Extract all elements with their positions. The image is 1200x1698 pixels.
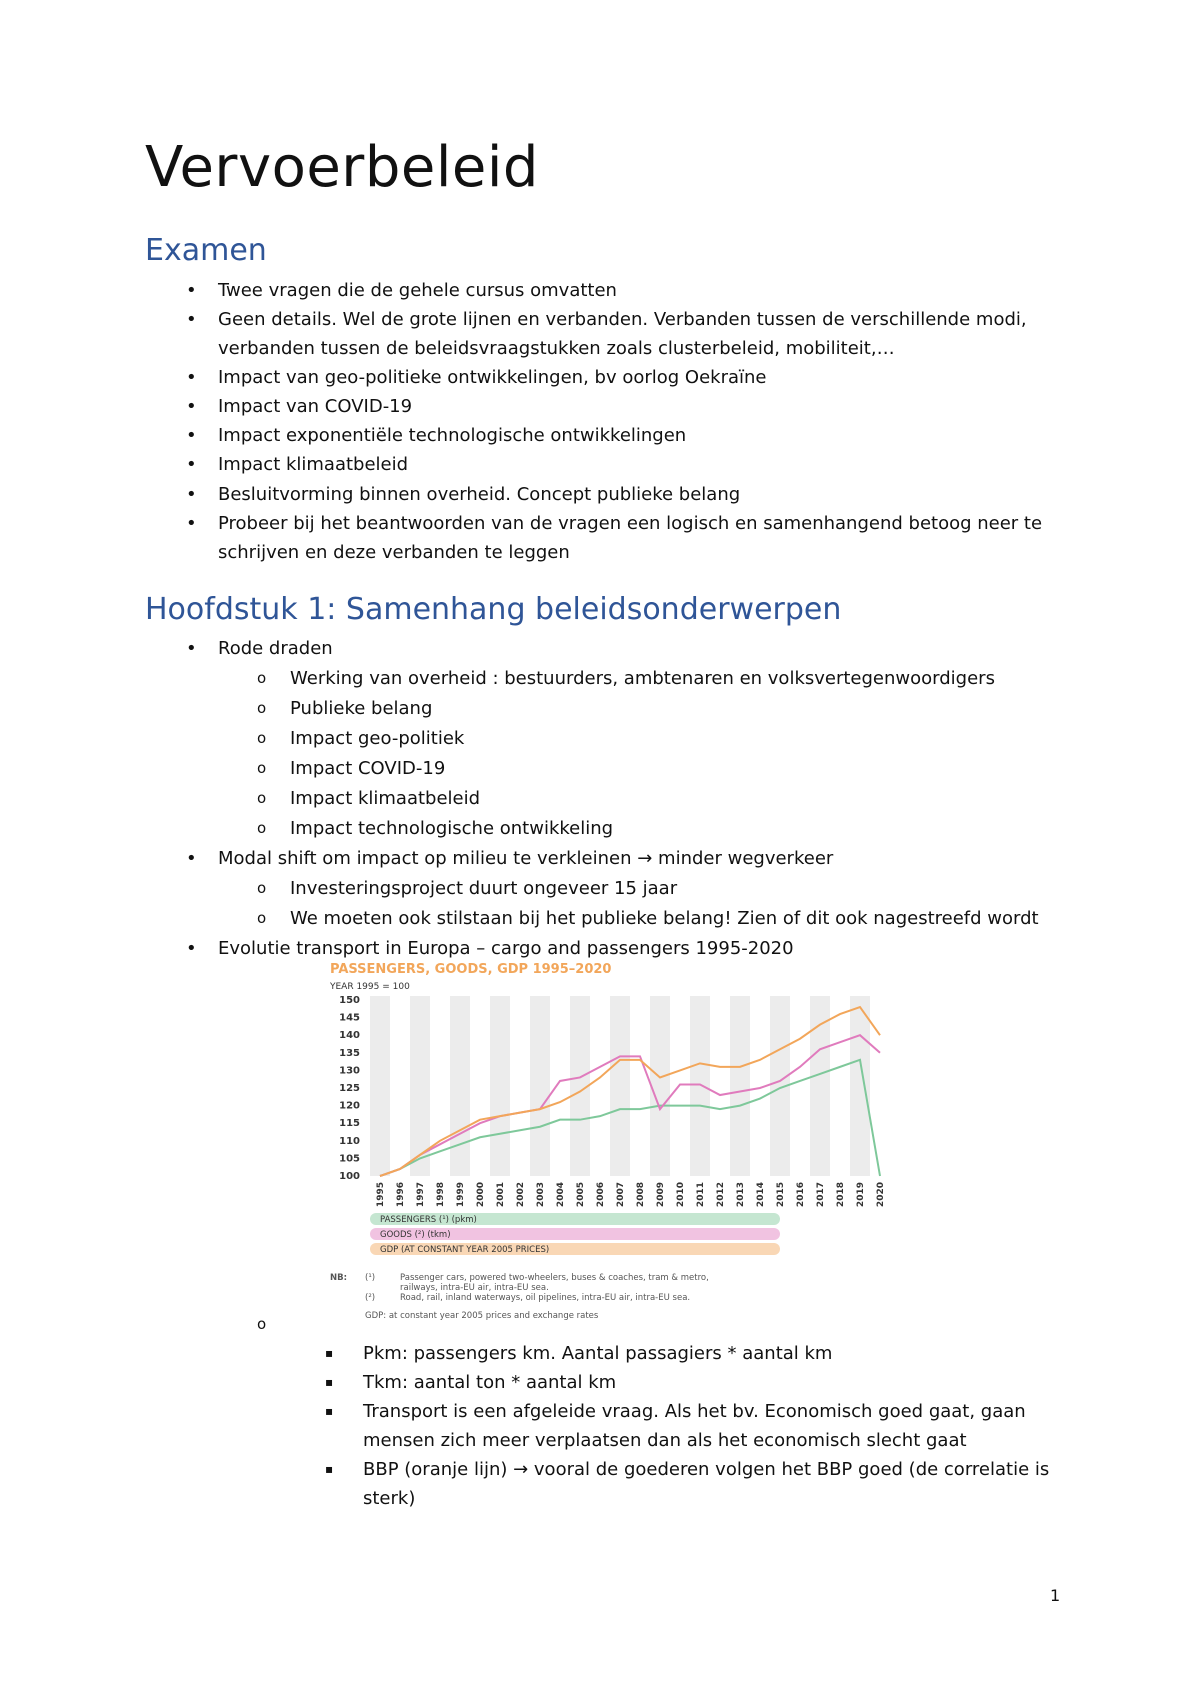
y-tick-label: 150 (339, 995, 360, 1006)
bullet: • (186, 367, 197, 388)
bullet: ▪ (325, 1375, 334, 1389)
year-band (730, 996, 750, 1176)
year-band (370, 996, 390, 1176)
y-tick-label: 135 (339, 1047, 360, 1059)
bullet: o (257, 669, 267, 687)
chart-x-axis (376, 1182, 886, 1207)
year-band (450, 996, 470, 1176)
y-tick-label: 130 (339, 1065, 360, 1077)
x-tick-label: 2003 (536, 1182, 546, 1208)
legend-label: PASSENGERS (¹) (pkm) (380, 1215, 477, 1225)
x-tick-label: 2006 (596, 1182, 606, 1208)
chart-title: PASSENGERS, GOODS, GDP 1995–2020 (330, 962, 612, 977)
bullet: • (186, 280, 197, 301)
notes-line: Passenger cars, powered two-wheelers, buses & coaches, tram & metro, (400, 1273, 709, 1283)
bullet: o (257, 1315, 267, 1333)
notes-line: Road, rail, inland waterways, oil pipelines, intra-EU air, intra-EU sea. (400, 1293, 691, 1303)
y-tick-label: 110 (339, 1135, 360, 1147)
x-tick-label: 2004 (556, 1182, 566, 1208)
x-tick-label: 1999 (456, 1182, 466, 1208)
bullet: o (257, 789, 267, 807)
y-tick-label: 145 (339, 1012, 360, 1024)
year-band (850, 996, 870, 1176)
bullet: o (257, 729, 267, 747)
chart-notes (330, 1273, 709, 1321)
x-tick-label: 2019 (856, 1182, 866, 1208)
heading-hoofdstuk-1: Hoofdstuk 1: Samenhang beleidsonderwerpen (145, 592, 842, 627)
bullet: o (257, 699, 267, 717)
bullet: • (186, 454, 197, 475)
year-band (610, 996, 630, 1176)
bullet: ▪ (325, 1462, 334, 1476)
x-tick-label: 1996 (396, 1182, 406, 1208)
notes-line: GDP: at constant year 2005 prices and exchange rates (365, 1311, 599, 1321)
bullet: • (186, 309, 197, 330)
document-title: Vervoerbeleid (145, 135, 539, 200)
notes-line: railways, intra-EU air, intra-EU sea. (400, 1283, 549, 1293)
chart-y-axis (339, 995, 360, 1182)
bullet: o (257, 819, 267, 837)
x-tick-label: 2017 (816, 1182, 826, 1208)
x-tick-label: 2002 (516, 1182, 526, 1208)
bullet: • (186, 484, 197, 505)
x-tick-label: 2013 (736, 1182, 746, 1208)
bullet: • (186, 638, 197, 659)
bullet: ▪ (325, 1346, 334, 1360)
x-tick-label: 1997 (416, 1182, 426, 1208)
y-tick-label: 140 (339, 1030, 360, 1042)
year-band (690, 996, 710, 1176)
notes-marker-2: (²) (365, 1293, 376, 1303)
year-band (490, 996, 510, 1176)
y-tick-label: 115 (339, 1118, 360, 1130)
year-band (650, 996, 670, 1176)
chart-subtitle: YEAR 1995 = 100 (330, 982, 410, 992)
y-tick-label: 125 (339, 1083, 360, 1094)
x-tick-label: 2012 (716, 1182, 726, 1208)
bullet: o (257, 879, 267, 897)
year-band (810, 996, 830, 1176)
y-tick-label: 120 (339, 1100, 360, 1112)
x-tick-label: 2014 (756, 1182, 766, 1208)
heading-examen: Examen (145, 233, 267, 268)
x-tick-label: 2001 (496, 1182, 506, 1208)
chart-legend (370, 1213, 780, 1255)
x-tick-label: 2018 (836, 1182, 846, 1208)
bullet: o (257, 759, 267, 777)
x-tick-label: 2010 (676, 1182, 686, 1208)
x-tick-label: 2015 (776, 1182, 786, 1208)
y-tick-label: 105 (339, 1153, 360, 1165)
bullet: • (186, 425, 197, 446)
x-tick-label: 2000 (476, 1182, 486, 1208)
x-tick-label: 2016 (796, 1182, 806, 1208)
notes-marker-1: (¹) (365, 1273, 376, 1283)
x-tick-label: 2007 (616, 1182, 626, 1208)
document-page: Vervoerbeleid Examen • Twee vragen die de gehele cursus omvatten • Geen details. Wel de grote lijnen en verbanden. Verbanden tussen de verschillende modi, verbanden tussen de beleidsvraagstukken zoals clusterbeleid, mobiliteit,… • Impact van geo-politieke ontwikkelingen, bv oorlog Oekraïne • Impact van COVID-19 • Impact exponentiële technologische ontwikkelingen • Impact klimaatbeleid • Besluitvorming binnen overheid. Concept publieke belang • Probeer bij het beantwoorden van de vragen een logisch en samenhangend betoog neer te schrijven en deze verbanden te leggen Hoofdstuk 1: Samenhang beleidsonderwerpen • Rode draden o Werking van overheid : bestuurders, ambtenaren en volksvertegenwoordigers o Publieke belang o Impact geo-politiek o Impact COVID-19 o Impact klimaatbeleid o Impact technologische ontwikkeling • Modal shift om impact op milieu te verkleinen → minder wegverkeer o Investeringsproject duurt ongeveer 15 jaar o We moeten ook stilstaan bij het publieke belang! Zien of dit ook nagestreefd wordt • Evolutie transport in Europa – cargo and passengers 1995-2020 PASSENGERS, GOODS, GDP 1995–2020 YEAR 1995 = 100 100 105 110 115 120 125 130 135 140 145 150 1995 1996 1997 1998 1999 2000 2001 2002 2003 2004 2005 2006 2007 2008 2009 2010 2011 2012 2013 2014 2015 2016 2017 2018 2019 2020 PASSENGERS (¹) (pkm) GOODS (²) (tkm) GDP (AT CONSTANT YEAR 2005 PRICES) NB: (¹) Passenger cars, powered two-wheelers, buses & coaches, tram & metro, railways, intra-EU air, intra-EU sea. (²) Road, rail, inland waterways, oil pipelines, intra-EU air, intra-EU sea. GDP: at constant year 2005 prices and exchange rates o ▪ Pkm: passengers km. Aantal passagiers * aantal km ▪ Tkm: aantal ton * aantal km ▪ Transport is een afgeleide vraag. Als het bv. Economisch goed gaat, gaan mensen zich meer verplaatsen dan als het economisch slecht gaat ▪ BBP (oranje lijn) → vooral de goederen volgen het BBP goed (de correlatie is sterk) 1 (145, 135, 1061, 1605)
bullet: o (257, 909, 267, 927)
x-tick-label: 2009 (656, 1182, 666, 1208)
bullet: • (186, 848, 197, 869)
y-tick-label: 100 (339, 1171, 360, 1182)
transport-evolution-chart (320, 962, 900, 1322)
legend-label: GDP (AT CONSTANT YEAR 2005 PRICES) (380, 1245, 550, 1255)
bullet: • (186, 513, 197, 534)
bullet: • (186, 396, 197, 417)
bullet: • (186, 938, 197, 959)
bullet: ▪ (325, 1404, 334, 1418)
year-band (530, 996, 550, 1176)
x-tick-label: 1998 (436, 1182, 446, 1208)
x-tick-label: 2008 (636, 1182, 646, 1208)
page-number: 1 (1050, 1586, 1061, 1605)
x-tick-label: 2020 (876, 1182, 886, 1208)
x-tick-label: 2011 (696, 1182, 706, 1208)
legend-label: GOODS (²) (tkm) (380, 1230, 451, 1240)
x-tick-label: 2005 (576, 1182, 586, 1208)
x-tick-label: 1995 (376, 1182, 386, 1208)
notes-label: NB: (330, 1273, 347, 1283)
